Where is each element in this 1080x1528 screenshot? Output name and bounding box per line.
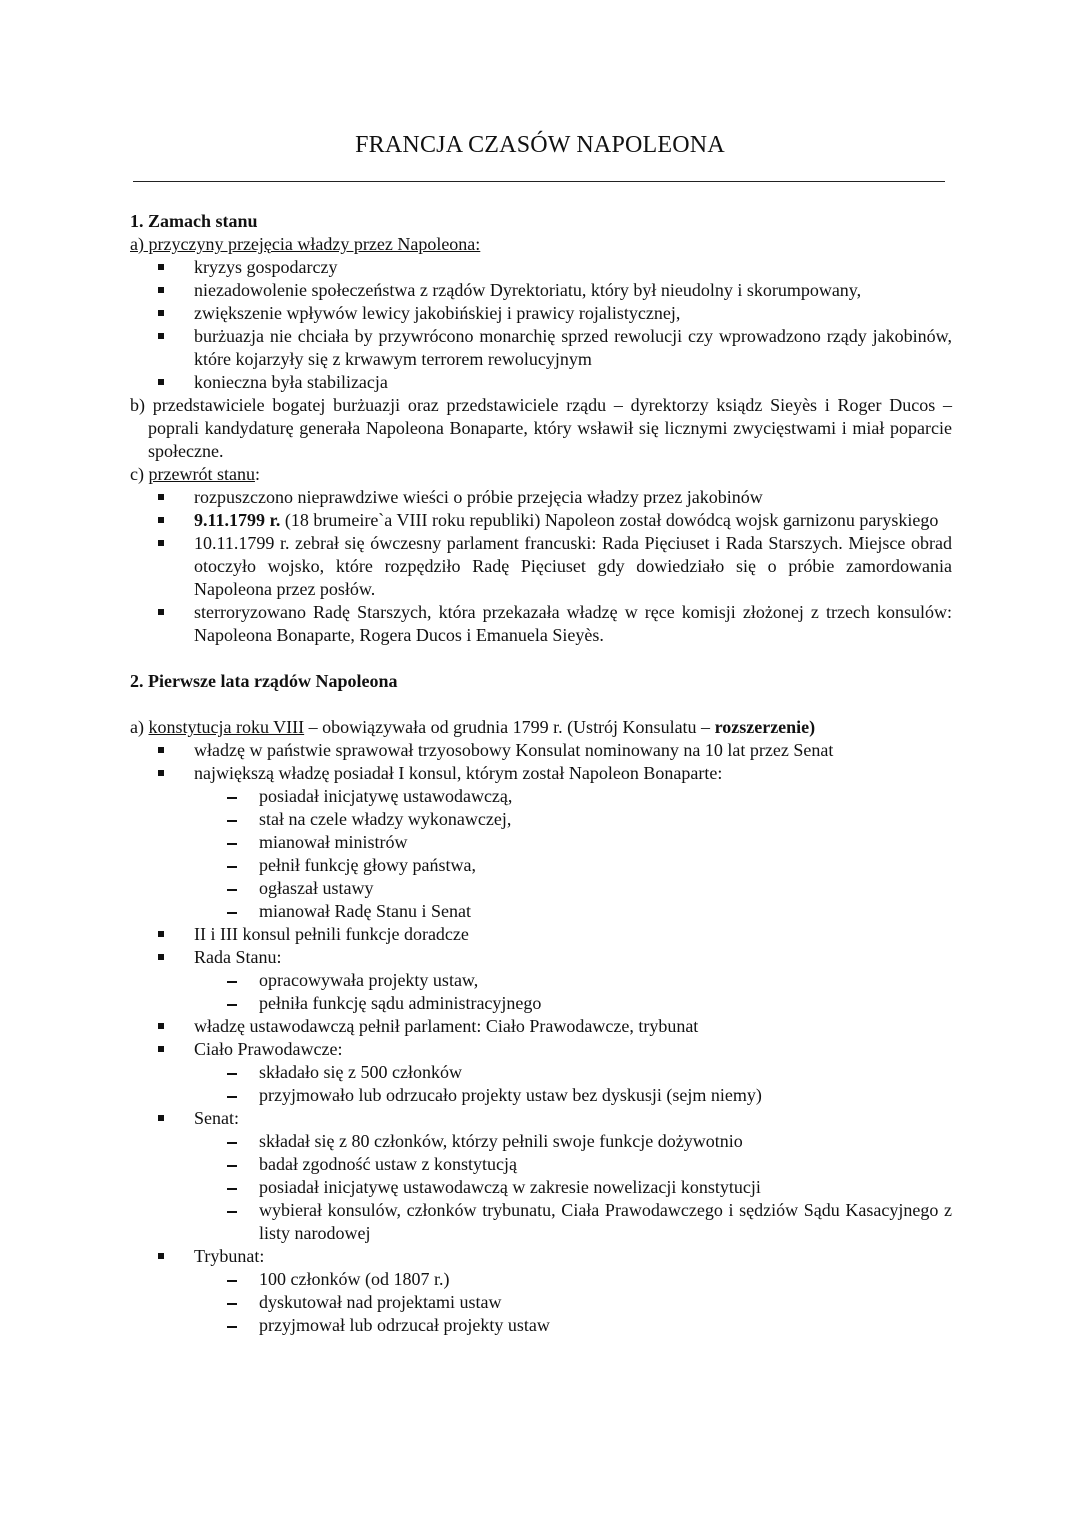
sub-list-item: posiadał inicjatywę ustawodawczą w zakresie nowelizacji konstytucji xyxy=(259,1176,952,1199)
title-divider xyxy=(133,181,945,182)
sub-list-item: mianował ministrów xyxy=(259,831,952,854)
section-2a-label-text: konstytucja roku VIII xyxy=(148,717,305,737)
sub-list-item: pełnił funkcję głowy państwa, xyxy=(259,854,952,877)
section-1b-paragraph: b) przedstawiciele bogatej burżuazji oraz przedstawiciele rządu – dyrektorzy ksiądz Sieyès i Roger Ducos – poprali kandydaturę generała Napoleona Bonaparte, który wsławił się licznymi zwycięstwami i miał poparcie społeczne. xyxy=(130,395,952,461)
section-2a-prefix: a) xyxy=(130,717,149,737)
section-2-heading: 2. Pierwsze lata rządów Napoleona xyxy=(130,671,398,691)
spacer xyxy=(130,693,952,716)
list-item: zwiększenie wpływów lewicy jakobińskiej i prawicy rojalistycznej, xyxy=(194,302,952,325)
section-1a-list xyxy=(130,256,952,394)
sub-list xyxy=(194,1268,952,1337)
sub-list-item: przyjmował lub odrzucał projekty ustaw xyxy=(259,1314,952,1337)
section-2a-middle: – obowiązywała od grudnia 1799 r. (Ustrój Konsulatu – xyxy=(304,717,715,737)
sub-list-item: składał się z 80 członków, którzy pełnili swoje funkcje dożywotnio xyxy=(259,1130,952,1153)
list-item-text: Senat: xyxy=(194,1108,239,1128)
list-item: burżuazja nie chciała by przywrócono monarchię sprzed rewolucji czy wprowadzono rządy jakobinów, które kojarzyły się z krwawym terrorem rewolucyjnym xyxy=(194,326,952,369)
sub-list-item: pełniła funkcję sądu administracyjnego xyxy=(259,992,952,1015)
list-item-text: największą władzę posiadał I konsul, którym został Napoleon Bonaparte: xyxy=(194,763,723,783)
document-body xyxy=(130,210,952,1337)
section-1c-label-text: przewrót stanu xyxy=(148,464,255,484)
list-item-text: Ciało Prawodawcze: xyxy=(194,1039,343,1059)
section-1c-suffix: : xyxy=(254,464,260,484)
spacer xyxy=(130,647,952,670)
list-item: kryzys gospodarczy xyxy=(194,256,952,279)
sub-list-item: ogłaszał ustawy xyxy=(259,877,952,900)
sub-list-item: przyjmowało lub odrzucało projekty ustaw bez dyskusji (sejm niemy) xyxy=(259,1084,952,1107)
sub-list xyxy=(194,1061,952,1107)
list-item: rozpuszczono nieprawdziwe wieści o próbie przejęcia władzy przez jakobinów xyxy=(194,486,952,509)
list-item: konieczna była stabilizacja xyxy=(194,371,952,394)
sub-list xyxy=(194,969,952,1015)
list-item: 10.11.1799 r. zebrał się ówczesny parlament francuski: Rada Pięciuset i Rada Starszych. Miejsce obrad otoczyło wojsko, które rozpędziło Radę Pięciuset gdy dowiedziało się o próbie zamordowania Napoleona przez posłów. xyxy=(194,533,952,599)
list-item-text: (18 brumeire`a VIII roku republiki) Napoleon został dowódcą wojsk garnizonu paryskiego xyxy=(280,510,939,530)
sub-list-item: wybierał konsulów, członków trybunatu, Ciała Prawodawczego i sędziów Sądu Kasacyjnego z listy narodowej xyxy=(259,1200,952,1243)
list-item xyxy=(194,1245,952,1337)
sub-list xyxy=(194,1130,952,1245)
section-2a-bold: rozszerzenie) xyxy=(714,717,816,737)
section-1c-prefix: c) xyxy=(130,464,149,484)
section-2a-label xyxy=(130,716,952,739)
sub-list-item: stał na czele władzy wykonawczej, xyxy=(259,808,952,831)
list-item: władzę ustawodawczą pełnił parlament: Ciało Prawodawcze, trybunat xyxy=(194,1015,952,1038)
list-item: sterroryzowano Radę Starszych, która przekazała władzę w ręce komisji złożonej z trzech konsulów: Napoleona Bonaparte, Rogera Ducos i Emanuela Sieyès. xyxy=(194,602,952,645)
sub-list-item: badał zgodność ustaw z konstytucją xyxy=(259,1153,952,1176)
section-1-heading: 1. Zamach stanu xyxy=(130,211,258,231)
list-item xyxy=(194,946,952,1015)
sub-list-item: opracowywała projekty ustaw, xyxy=(259,969,952,992)
section-1c-label xyxy=(130,463,952,486)
sub-list-item: mianował Radę Stanu i Senat xyxy=(259,900,952,923)
list-item: II i III konsul pełnili funkcje doradcze xyxy=(194,923,952,946)
list-item: władzę w państwie sprawował trzyosobowy Konsulat nominowany na 10 lat przez Senat xyxy=(194,739,952,762)
section-2a-list xyxy=(130,739,952,1337)
section-1a-label: a) przyczyny przejęcia władzy przez Napoleona: xyxy=(130,234,481,254)
date-bold: 9.11.1799 r. xyxy=(194,510,281,530)
page-title: FRANCJA CZASÓW NAPOLEONA xyxy=(355,132,725,158)
sub-list-item: posiadał inicjatywę ustawodawczą, xyxy=(259,785,952,808)
section-1c-list xyxy=(130,486,952,647)
list-item: niezadowolenie społeczeństwa z rządów Dyrektoriatu, który był nieudolny i skorumpowany, xyxy=(194,279,952,302)
list-item xyxy=(194,509,952,532)
list-item-text: Trybunat: xyxy=(194,1246,265,1266)
list-item xyxy=(194,762,952,923)
sub-list xyxy=(194,785,952,923)
sub-list-item: składało się z 500 członków xyxy=(259,1061,952,1084)
list-item-text: Rada Stanu: xyxy=(194,947,282,967)
list-item xyxy=(194,1038,952,1107)
sub-list-item: 100 członków (od 1807 r.) xyxy=(259,1268,952,1291)
list-item xyxy=(194,1107,952,1245)
sub-list-item: dyskutował nad projektami ustaw xyxy=(259,1291,952,1314)
